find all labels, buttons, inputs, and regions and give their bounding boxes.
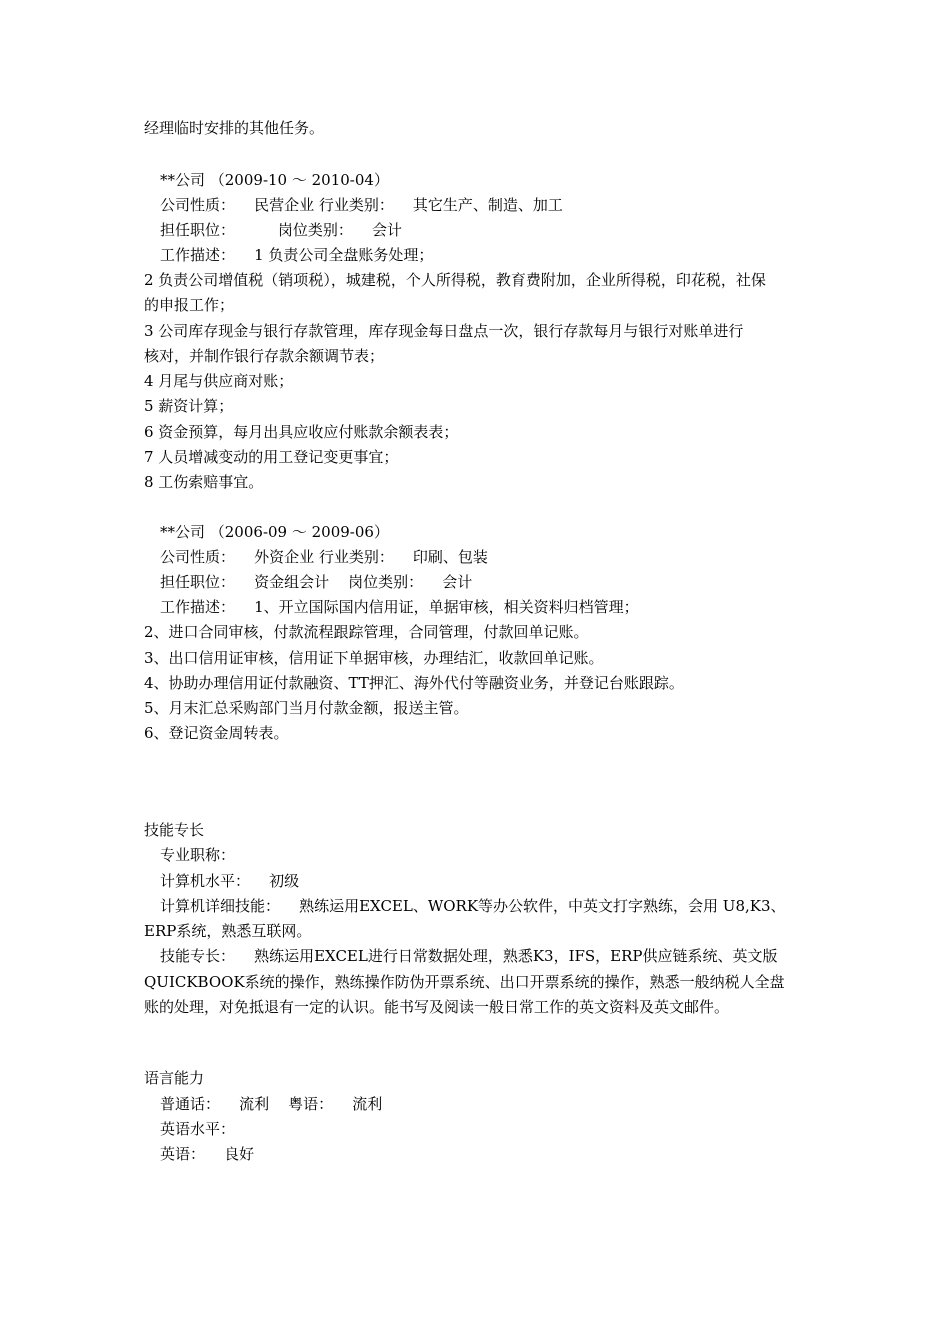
list-item: 6、登记资金周转表。 [144, 724, 289, 742]
skills-specialty: 技能专长： 熟练运用EXCEL进行日常数据处理，熟悉K3，IFS，ERP供应链系统、英文版 [160, 947, 778, 965]
list-item: 4、协助办理信用证付款融资、TT押汇、海外代付等融资业务，并登记台账跟踪。 [144, 674, 684, 692]
language-english: 英语： 良好 [160, 1145, 255, 1163]
list-item: 5 薪资计算； [144, 397, 234, 415]
list-item: 6 资金预算，每月出具应收应付账款余额表表； [144, 423, 459, 441]
list-item: 8 工伤索赔事宜。 [144, 473, 264, 491]
list-item: 核对，并制作银行存款余额调节表； [144, 347, 385, 365]
language-section-title: 语言能力 [144, 1069, 205, 1087]
skills-specialty-cont: QUICKBOOK系统的操作，熟练操作防伪开票系统、出口开票系统的操作，熟悉一般纳税人全盘 [144, 973, 785, 991]
list-item: 4 月尾与供应商对账； [144, 372, 294, 390]
job1-header: **公司 （2009-10 ～ 2010-04） [160, 171, 389, 189]
job1-nature: 公司性质： 民营企业 行业类别： 其它生产、制造、加工 [160, 196, 563, 214]
skills-title-line: 专业职称： [160, 846, 236, 864]
skills-specialty-cont: 账的处理，对免抵退有一定的认识。能书写及阅读一般日常工作的英文资料及英文邮件。 [144, 998, 730, 1016]
list-item: 2、进口合同审核，付款流程跟踪管理，合同管理，付款回单记账。 [144, 623, 589, 641]
list-item: 3、出口信用证审核，信用证下单据审核，办理结汇，收款回单记账。 [144, 649, 604, 667]
list-item: 3 公司库存现金与银行存款管理，库存现金每日盘点一次，银行存款每月与银行对账单进行 [144, 322, 744, 340]
skills-section-title: 技能专长 [144, 821, 205, 839]
skills-computer-level: 计算机水平： 初级 [160, 872, 300, 890]
language-chinese: 普通话： 流利 粤语： 流利 [160, 1095, 383, 1113]
language-english-level: 英语水平： [160, 1120, 236, 1138]
job1-position: 担任职位： 岗位类别： 会计 [160, 221, 402, 239]
job2-header: **公司 （2006-09 ～ 2009-06） [160, 523, 389, 541]
intro-text: 经理临时安排的其他任务。 [144, 119, 325, 137]
job2-description: 工作描述： 1、开立国际国内信用证，单据审核，相关资料归档管理； [160, 598, 639, 616]
list-item: 7 人员增减变动的用工登记变更事宜； [144, 448, 399, 466]
skills-computer-detail-cont: ERP系统，熟悉互联网。 [144, 922, 312, 940]
job1-description: 工作描述： 1 负责公司全盘账务处理； [160, 246, 434, 264]
job2-position: 担任职位： 资金组会计 岗位类别： 会计 [160, 573, 473, 591]
list-item: 5、月末汇总采购部门当月付款金额，报送主管。 [144, 699, 469, 717]
list-item: 的申报工作； [144, 296, 235, 314]
job2-nature: 公司性质： 外资企业 行业类别： 印刷、包装 [160, 548, 488, 566]
skills-computer-detail: 计算机详细技能： 熟练运用EXCEL、WORK等办公软件，中英文打字熟练，会用 U8,K3、 [160, 897, 786, 915]
list-item: 2 负责公司增值税（销项税），城建税，个人所得税，教育费附加，企业所得税，印花税，社保 [144, 271, 766, 289]
